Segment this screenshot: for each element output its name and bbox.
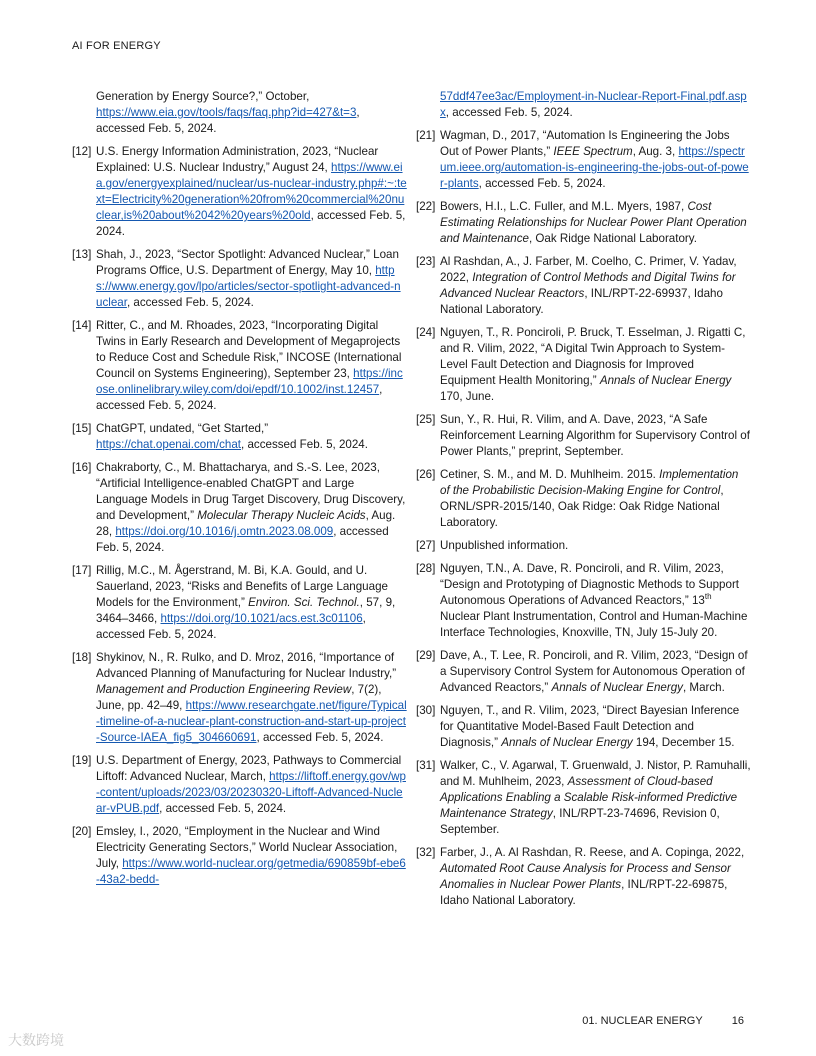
ref-link[interactable]: https://liftoff.energy.gov/wp-content/uploads/2023/03/20230320-Liftoff-Advanced-Nuclear-vPUB.pdf: [96, 770, 406, 815]
ref-journal: Molecular Therapy Nucleic Acids: [197, 509, 366, 522]
ref-text: Farber, J., A. Al Rashdan, R. Reese, and A. Copinga, 2022,: [440, 846, 745, 859]
ref-journal: Annals of Nuclear Energy: [599, 374, 732, 387]
ref-number: [29]: [416, 649, 436, 662]
ref-text: , accessed Feb. 5, 2024.: [241, 438, 368, 451]
ref-number: [19]: [72, 754, 92, 767]
reference-29: [416, 648, 751, 696]
ref-number: [24]: [416, 326, 436, 339]
ref-text: Nuclear Plant Instrumentation, Control and Human-Machine Interface Technologies, Knoxville, TN, July 15-July 20.: [440, 610, 748, 639]
references-column-left: [72, 89, 407, 895]
ref-number: [26]: [416, 468, 436, 481]
reference-16: [72, 460, 407, 556]
ref-text: , accessed Feb. 5, 2024.: [96, 612, 366, 641]
ref-number: [21]: [416, 129, 436, 142]
ref-journal: Environ. Sci. Technol.: [248, 596, 360, 609]
ref-number: [18]: [72, 651, 92, 664]
reference-11-continued: [72, 89, 407, 137]
reference-18: [72, 650, 407, 746]
reference-15: [72, 421, 407, 453]
ref-journal: Annals of Nuclear Energy: [501, 736, 633, 749]
ref-text: 170, June.: [440, 390, 495, 403]
ref-text: , 57, 9, 3464–3466,: [96, 596, 396, 625]
ref-text: U.S. Department of Energy, 2023, Pathways to Commercial Liftoff: Advanced Nuclear, March,: [96, 754, 402, 783]
ref-journal: Annals of Nuclear Energy: [551, 681, 683, 694]
ref-text: ,: [356, 106, 360, 119]
ref-text: accessed Feb. 5, 2024.: [96, 122, 217, 135]
ref-number: [30]: [416, 704, 436, 717]
ref-text: Shykinov, N., R. Rulko, and D. Mroz, 2016, “Importance of Advanced Planning of Manufacturing for Nuclear Industry,”: [96, 651, 397, 680]
ref-text: ChatGPT, undated, “Get Started,”: [96, 422, 269, 435]
reference-26: [416, 467, 751, 531]
reference-24: [416, 325, 751, 405]
ref-text: , Aug. 3,: [632, 145, 676, 158]
reference-13: [72, 247, 407, 311]
ref-text: Bowers, H.I., L.C. Fuller, and M.L. Myers, 1987,: [440, 200, 685, 213]
reference-22: [416, 199, 751, 247]
ref-number: [22]: [416, 200, 436, 213]
ref-title: Assessment of Cloud-based Applications Enabling a Scalable Risk-informed Predictive Maintenance Strategy: [440, 775, 738, 820]
ref-title: Integration of Control Methods and Digital Twins for Advanced Nuclear Reactors: [440, 271, 736, 300]
ref-text: Shah, J., 2023, “Sector Spotlight: Advanced Nuclear,” Loan Programs Office, U.S. Department of Energy, May 10,: [96, 248, 399, 277]
ref-superscript: th: [704, 592, 712, 602]
ref-text: Nguyen, T., and R. Vilim, 2023, “Direct Bayesian Inference for Quantitative Model-Based Fault Detection and Diagnosis,”: [440, 704, 740, 749]
ref-link[interactable]: 57ddf47ee3ac/Employment-in-Nuclear-Report-Final.pdf.aspx: [440, 90, 747, 119]
ref-text: Emsley, I., 2020, “Employment in the Nuclear and Wind Electricity Generating Sectors,” World Nuclear Association, July,: [96, 825, 398, 870]
reference-14: [72, 318, 407, 414]
reference-32: [416, 845, 751, 909]
ref-number: [15]: [72, 422, 92, 435]
ref-link[interactable]: https://www.eia.gov/tools/faqs/faq.php?id=427&t=3: [96, 106, 357, 119]
ref-text: Rillig, M.C., M. Ågerstrand, M. Bi, K.A. Gould, and U. Sauerland, 2023, “Risks and Benefits of Large Language Models for the Environment,”: [96, 564, 388, 609]
ref-text: , accessed Feb. 5, 2024.: [96, 209, 406, 238]
ref-text: Cetiner, S. M., and M. D. Muhlheim. 2015.: [440, 468, 656, 481]
ref-title: Implementation of the Probabilistic Decision-Making Engine for Control: [440, 468, 739, 497]
ref-text: , INL/RPT-23-74696, Revision 0, September.: [440, 807, 720, 836]
ref-text: , INL/RPT-22-69937, Idaho National Laboratory.: [440, 287, 723, 316]
ref-link[interactable]: https://chat.openai.com/chat: [96, 438, 242, 451]
reference-21: [416, 128, 751, 192]
reference-23: [416, 254, 751, 318]
reference-20: [72, 824, 407, 888]
ref-text: , ORNL/SPR-2015/140, Oak Ridge: Oak Ridge National Laboratory.: [440, 484, 724, 529]
ref-link[interactable]: https://spectrum.ieee.org/automation-is-engineering-the-jobs-out-of-power-plants: [440, 145, 749, 190]
ref-number: [20]: [72, 825, 92, 838]
ref-text: , accessed Feb. 5, 2024.: [96, 525, 389, 554]
ref-link[interactable]: https://doi.org/10.1016/j.omtn.2023.08.009: [115, 525, 334, 538]
ref-number: [14]: [72, 319, 92, 332]
ref-journal: Management and Production Engineering Review: [96, 683, 352, 696]
ref-text: Walker, C., V. Agarwal, T. Gruenwald, J. Nistor, P. Ramuhalli, and M. Muhlheim, 2023,: [440, 759, 751, 788]
ref-number: [27]: [416, 539, 436, 552]
ref-title: Automated Root Cause Analysis for Process and Sensor Anomalies in Nuclear Power Plants: [440, 862, 731, 891]
ref-number: [12]: [72, 145, 92, 158]
ref-text: Nguyen, T., R. Ponciroli, P. Bruck, T. Esselman, J. Rigatti C, and R. Vilim, 2022, “A Digital Twin Approach to System-Level Fault Detection and Diagnosis for Improved Equipment Health Monitoring,”: [440, 326, 746, 387]
ref-link[interactable]: https://www.eia.gov/energyexplained/nuclear/us-nuclear-industry.php#:~:text=Electricity%20generation%20from%20commercial%20nuclear,is%20about%2042%20years%20old: [96, 161, 407, 222]
ref-number: [13]: [72, 248, 92, 261]
ref-text: , accessed Feb. 5, 2024.: [445, 106, 573, 119]
footer-section-title: 01. NUCLEAR ENERGY: [582, 1015, 703, 1027]
ref-link[interactable]: https://www.world-nuclear.org/getmedia/690859bf-ebe6-43a2-bedd-: [96, 857, 406, 886]
reference-17: [72, 563, 407, 643]
ref-text: , accessed Feb. 5, 2024.: [478, 177, 606, 190]
ref-text: U.S. Energy Information Administration, 2023, “Nuclear Explained: U.S. Nuclear Industry,” August 24,: [96, 145, 379, 174]
ref-text: , 7(2), June, pp. 42–49,: [96, 683, 382, 712]
ref-text: , Aug. 28,: [96, 509, 396, 538]
reference-25: [416, 412, 751, 460]
ref-number: [28]: [416, 562, 436, 575]
ref-text: Dave, A., T. Lee, R. Ponciroli, and R. Vilim, 2023, “Design of a Supervisory Control System for Autonomous Operation of Advanced Reactors,”: [440, 649, 748, 694]
ref-text: Ritter, C., and M. Rhoades, 2023, “Incorporating Digital Twins in Early Research and Development of Megaprojects to Reduce Cost and Schedule Risk,” INCOSE (International Council on Systems Engineering), September 23,: [96, 319, 402, 380]
reference-28: [416, 561, 751, 641]
watermark: 大数跨境: [8, 1032, 64, 1048]
reference-27: [416, 538, 751, 554]
ref-number: [17]: [72, 564, 92, 577]
page-footer: [582, 1015, 744, 1027]
ref-number: [31]: [416, 759, 436, 772]
ref-text: , March.: [682, 681, 725, 694]
running-header: AI FOR ENERGY: [72, 40, 161, 52]
ref-text: , INL/RPT-22-69875, Idaho National Laboratory.: [440, 878, 728, 907]
ref-text: Nguyen, T.N., A. Dave, R. Ponciroli, and R. Vilim, 2023, “Design and Prototyping of Diagnostic Methods to Support Autonomous Operations of Advanced Reactors,” 13: [440, 562, 740, 607]
ref-number: [25]: [416, 413, 436, 426]
ref-link[interactable]: https://www.researchgate.net/figure/Typical-timeline-of-a-nuclear-plant-construction-and-start-up-project-Source-IAEA_fig5_304660691: [96, 699, 407, 744]
ref-text: Chakraborty, C., M. Bhattacharya, and S.-S. Lee, 2023, “Artificial Intelligence-enabled ChatGPT and Large Language Models in Drug Target Discovery, Drug Discovery, and Development,”: [96, 461, 406, 522]
reference-30: [416, 703, 751, 751]
ref-number: [23]: [416, 255, 436, 268]
reference-31: [416, 758, 751, 838]
ref-text: Al Rashdan, A., J. Farber, M. Coelho, C. Primer, V. Yadav, 2022,: [440, 255, 737, 284]
ref-link[interactable]: https://doi.org/10.1021/acs.est.3c01106: [160, 612, 363, 625]
ref-number: [32]: [416, 846, 436, 859]
ref-text: , accessed Feb. 5, 2024.: [159, 802, 287, 815]
ref-text: Sun, Y., R. Hui, R. Vilim, and A. Dave, 2023, “A Safe Reinforcement Learning Algorithm for Supervisory Control of Power Plants,” preprint, September.: [440, 413, 750, 458]
ref-text: , Oak Ridge National Laboratory.: [528, 232, 697, 245]
ref-link[interactable]: https://www.energy.gov/lpo/articles/sector-spotlight-advanced-nuclear: [96, 264, 401, 309]
ref-text: , accessed Feb. 5, 2024.: [126, 296, 254, 309]
ref-text: Wagman, D., 2017, “Automation Is Engineering the Jobs Out of Power Plants,”: [440, 129, 730, 158]
ref-title: Cost Estimating Relationships for Nuclear Power Plant Operation and Maintenance: [440, 200, 747, 245]
reference-19: [72, 753, 407, 817]
ref-text: 194, December 15.: [632, 736, 735, 749]
reference-20-continued: [416, 89, 751, 121]
reference-12: [72, 144, 407, 240]
ref-text: Unpublished information.: [440, 539, 569, 552]
references-column-right: [416, 89, 751, 916]
ref-text: Generation by Energy Source?,” October,: [96, 90, 310, 103]
ref-number: [16]: [72, 461, 92, 474]
ref-text: , accessed Feb. 5, 2024.: [256, 731, 384, 744]
ref-link[interactable]: https://incose.onlinelibrary.wiley.com/doi/epdf/10.1002/inst.12457: [96, 367, 403, 396]
page-number: 16: [731, 1015, 744, 1027]
ref-text: , accessed Feb. 5, 2024.: [96, 383, 383, 412]
ref-journal: IEEE Spectrum: [553, 145, 633, 158]
